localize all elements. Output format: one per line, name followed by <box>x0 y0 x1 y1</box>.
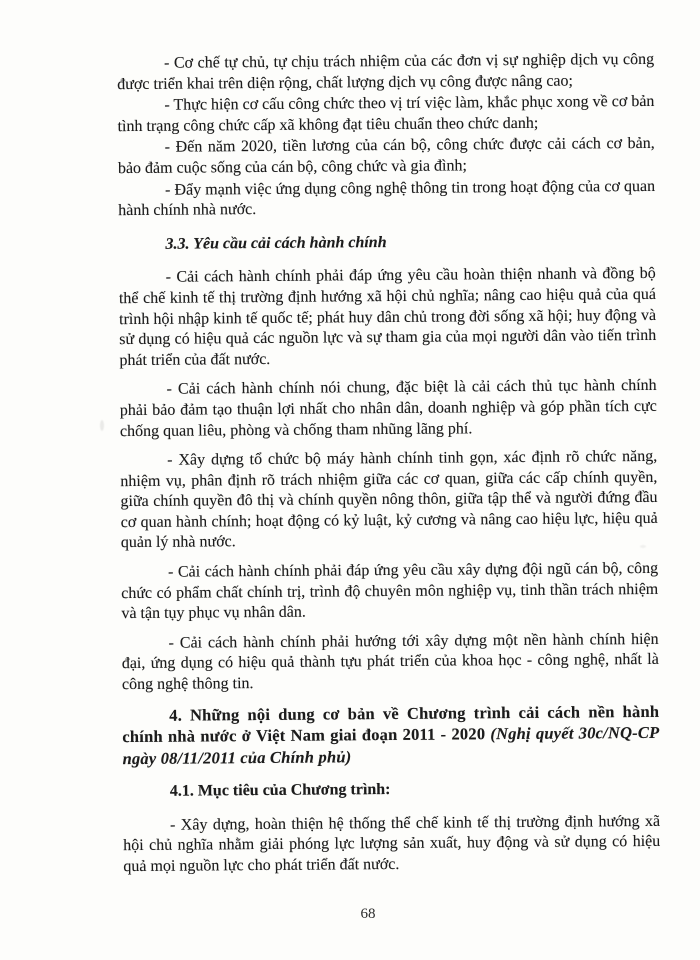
heading-4-italic-text: (Nghị quyết 30c/NQ-CP ngày 08/11/2011 của Chính phủ) <box>122 722 660 768</box>
heading-4-bold-text: 4. Những nội dung cơ bản về Chương trình cải cách nền hành chính nhà nước ở Việt Nam giai đoạn 2011 - 2020 <box>122 701 660 747</box>
paragraph-requirement-2: - Cải cách hành chính nói chung, đặc biệt là cải cách thủ tục hành chính phải bảo đảm tạo thuận lợi nhất cho nhân dân, doanh nghiệp và góp phần tích cực chống quan liêu, phòng và chống tham nhũng lãng phí. <box>119 377 657 440</box>
paragraph-requirement-1: - Cải cách hành chính phải đáp ứng yêu cầu hoàn thiện nhanh và đồng bộ thể chế kinh tế thị trường định hướng xã hội chủ nghĩa; nâng cao hiệu quả của quá trình hội nhập kinh tế quốc tế; phát huy dân chủ trong đời sống xã hội; huy động và sử dụng có hiệu quả các nguồn lực và sự tham gia của mọi người dân vào tiến trình phát triển của đất nước. <box>118 265 657 369</box>
scan-artifact <box>575 406 584 409</box>
paragraph-bullet-1: - Cơ chế tự chủ, tự chịu trách nhiệm của các đơn vị sự nghiệp dịch vụ công được triển khai trên diện rộng, chất lượng dịch vụ công được nâng cao; <box>117 50 655 93</box>
paragraph-requirement-3: - Xây dựng tổ chức bộ máy hành chính tinh gọn, xác định rõ chức năng, nhiệm vụ, phân định rõ trách nhiệm giữa các cơ quan, giữa các cấp chính quyền, giữa chính quyền đô thị và chính quyền nông thôn, giữa tập thể và người đứng đầu cơ quan hành chính; hoạt động có kỷ luật, kỷ cương và nâng cao hiệu lực, hiệu quả quản lý nhà nước. <box>120 447 658 552</box>
scan-artifact <box>100 420 104 431</box>
heading-4 <box>122 700 659 769</box>
top-bullet-list <box>117 50 655 222</box>
text-block <box>117 50 661 887</box>
heading-4-1: 4.1. Mục tiêu của Chương trình: <box>169 781 391 800</box>
paragraph-objective-1: - Xây dựng, hoàn thiện hệ thống thể chế kinh tế thị trường định hướng xã hội chủ nghĩa nhằm giải phóng lực lượng sản xuất, huy động và sử dụng có hiệu quả mọi nguồn lực cho phát triển đất nước. <box>123 812 661 875</box>
paragraph-bullet-4: - Đẩy mạnh việc ứng dụng công nghệ thông tin trong hoạt động của cơ quan hành chính nhà nước. <box>118 177 656 220</box>
page-number: 68 <box>360 906 376 922</box>
paragraph-requirement-5: - Cải cách hành chính phải hướng tới xây dựng một nền hành chính hiện đại, ứng dụng có hiệu quả thành tựu phát triển của khoa học - công nghệ, nhất là công nghệ thông tin. <box>121 630 659 694</box>
scan-artifact <box>640 545 646 548</box>
paragraph-bullet-2: - Thực hiện cơ cấu công chức theo vị trí việc làm, khắc phục xong về cơ bản tình trạng công chức cấp xã không đạt tiêu chuẩn theo chức danh; <box>117 93 655 135</box>
paragraph-bullet-3: - Đến năm 2020, tiền lương của cán bộ, công chức được cải cách cơ bản, bảo đảm cuộc sống của cán bộ, công chức và gia đình; <box>117 135 655 178</box>
paragraph-requirement-4: - Cải cách hành chính phải đáp ứng yêu cầu xây dựng đội ngũ cán bộ, công chức có phẩm chất chính trị, trình độ chuyên môn nghiệp vụ, tinh thần trách nhiệm và tận tụy phục vụ nhân dân. <box>121 559 659 623</box>
heading-3-3: 3.3. Yêu cầu cải cách hành chính <box>165 233 387 253</box>
